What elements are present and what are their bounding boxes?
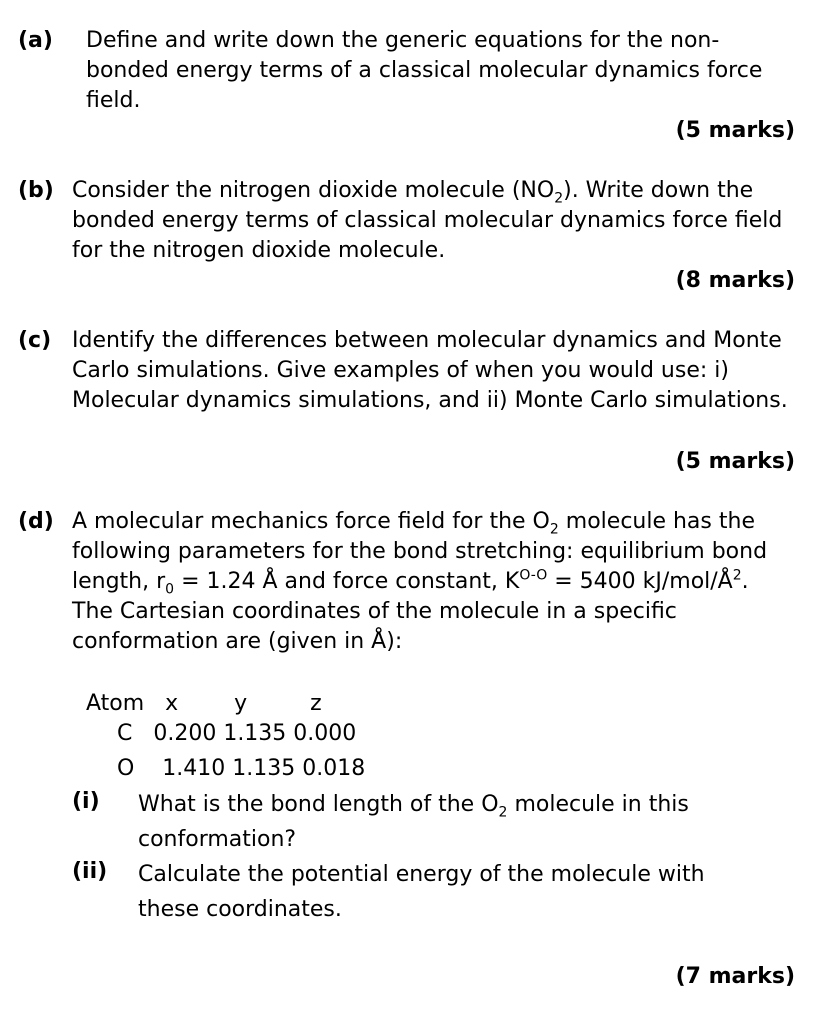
d-p1-d: = 5400 kJ/mol/Å [547, 569, 733, 594]
subquestion-ii-label: (ii) [72, 859, 108, 884]
d-p1-sub2: 0 [165, 581, 175, 598]
question-b-text [72, 176, 795, 266]
question-c-text: Identify the differences between molecular dynamics and Monte Carlo simulations. Give examples of when you would use: i) Molecular dynamics simulations, and ii) Monte Carlo simulations. [72, 328, 788, 413]
d-p1-sup2: 2 [732, 567, 742, 584]
coordinate-row-o: O 1.410 1.135 0.018 [117, 756, 366, 781]
subquestion-i [18, 787, 795, 857]
d-p1-b: molecule has the following parameters for the bond stretching: equilibrium bond length, r [72, 509, 768, 594]
question-b-label: (b) [18, 178, 54, 203]
question-c-marks: (5 marks) [675, 449, 795, 474]
d-p1-a: A molecular mechanics force field for the O [72, 509, 550, 534]
question-c [18, 326, 795, 416]
question-a-marks: (5 marks) [675, 118, 795, 143]
subquestion-ii [18, 857, 795, 927]
question-a [18, 26, 795, 116]
question-d-paragraph-2: The Cartesian coordinates of the molecule in a specific conformation are (given in Å): [72, 599, 677, 654]
d-p1-e: . [741, 569, 749, 594]
subquestion-i-label: (i) [72, 789, 100, 814]
i-sub: 2 [498, 804, 508, 821]
subquestion-i-text [138, 787, 755, 857]
i-text-b: molecule in this conformation? [138, 792, 689, 852]
subquestion-ii-text: Calculate the potential energy of the molecule with these coordinates. [138, 862, 705, 922]
d-p1-c: = 1.24 Å and force constant, K [174, 569, 520, 594]
question-a-label: (a) [18, 28, 53, 53]
coordinate-row-c: C 0.200 1.135 0.000 [117, 721, 357, 746]
question-c-label: (c) [18, 328, 52, 353]
i-text-a: What is the bond length of the O [138, 792, 499, 817]
question-d-paragraph-1 [72, 507, 795, 597]
question-b-marks: (8 marks) [675, 268, 795, 293]
question-a-text: Define and write down the generic equations for the non-bonded energy terms of a classical molecular dynamics force field. [86, 28, 763, 113]
d-p1-sub: 2 [549, 521, 559, 538]
d-p1-sup: O-O [519, 567, 548, 584]
coordinate-table-header: Atom x y z [86, 691, 322, 716]
question-d [18, 507, 795, 657]
question-b-text-2: ). Write down the bonded energy terms of classical molecular dynamics force field for the nitrogen dioxide molecule. [72, 178, 783, 263]
question-b-text-1: Consider the nitrogen dioxide molecule (NO [72, 178, 555, 203]
question-d-marks: (7 marks) [675, 964, 795, 989]
question-d-label: (d) [18, 509, 54, 534]
question-b [18, 176, 795, 266]
question-b-sub: 2 [554, 190, 564, 207]
